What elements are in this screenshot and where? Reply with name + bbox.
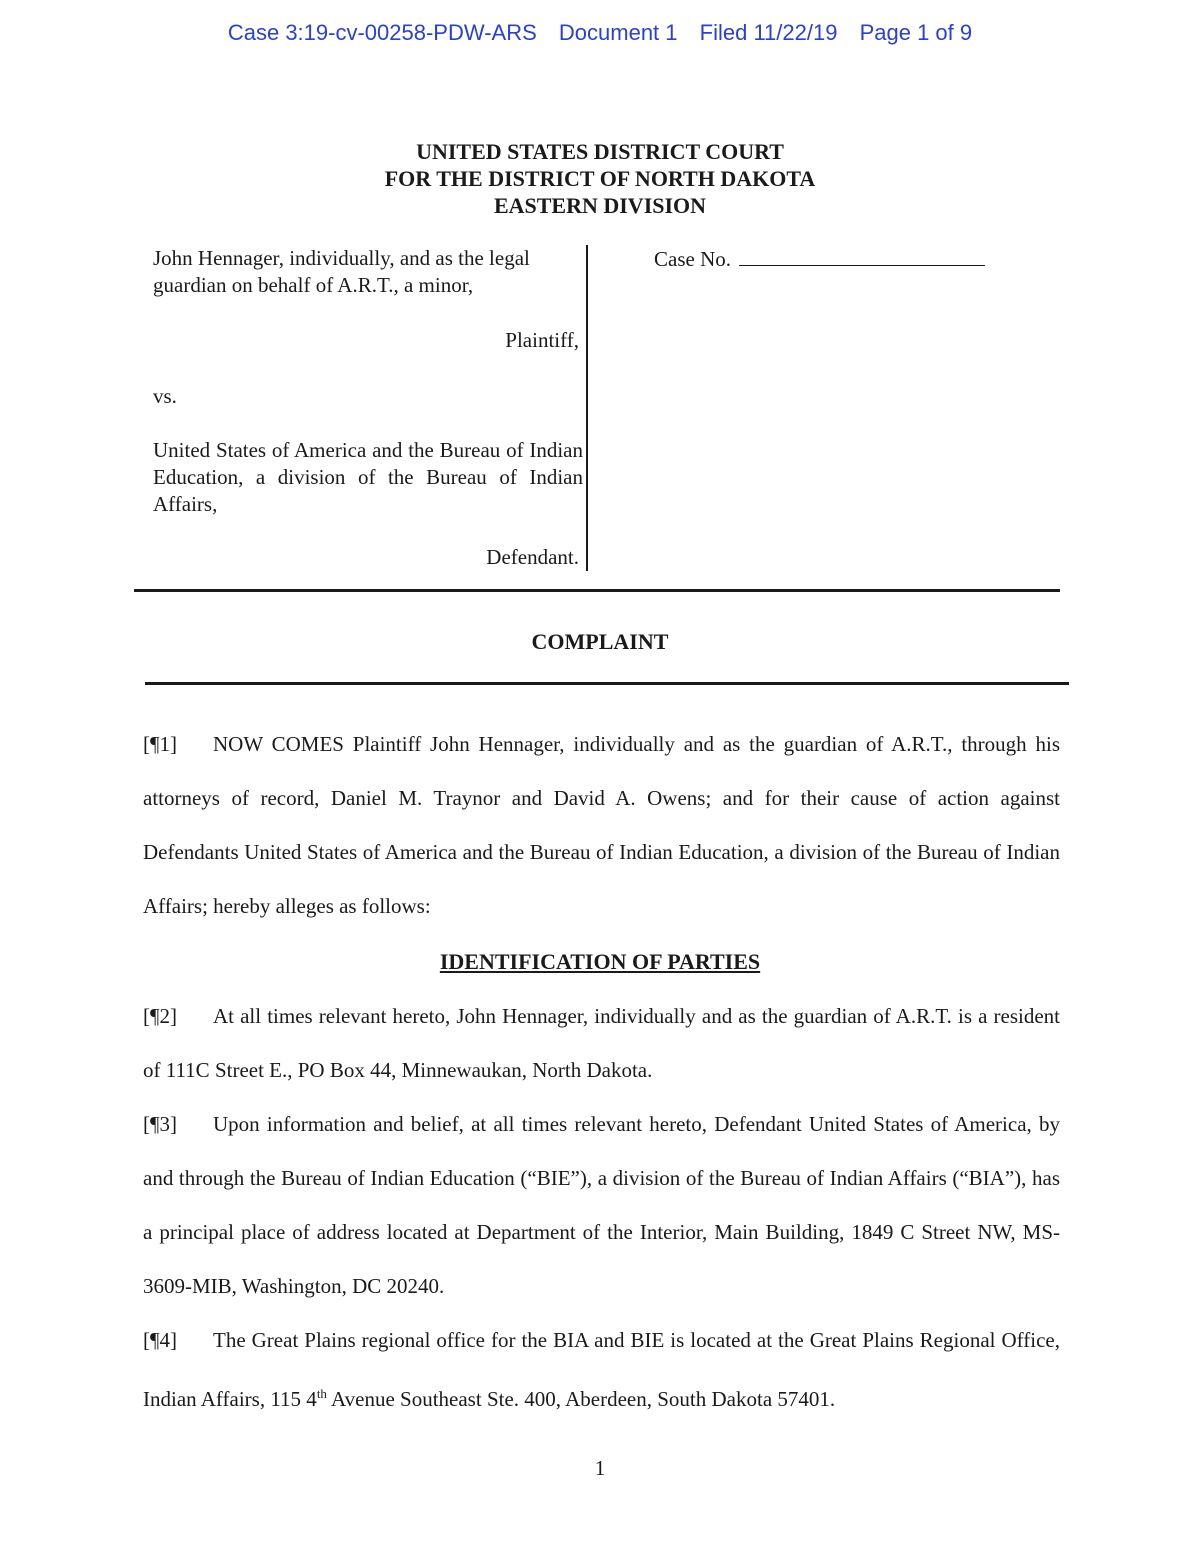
ordinal-suffix: th xyxy=(316,1386,327,1401)
case-number-stamp: Case 3:19-cv-00258-PDW-ARS xyxy=(227,20,537,45)
paragraph-mark: [¶2] xyxy=(143,1004,178,1028)
section-heading: IDENTIFICATION OF PARTIES xyxy=(439,949,761,974)
plaintiff-role: Plaintiff, xyxy=(505,328,579,352)
paragraph-text: At all times relevant hereto, John Hennager, individually and as the guardian of A.R.T. is a resident of 111C Street E., PO Box 44, Minnewaukan, North Dakota. xyxy=(143,1004,1060,1082)
court-name: UNITED STATES DISTRICT COURT xyxy=(416,139,784,164)
paragraph-mark: [¶1] xyxy=(143,732,178,756)
court-filing-stamp xyxy=(0,20,1200,46)
paragraph-text-continued: Avenue Southeast Ste. 400, Aberdeen, South Dakota 57401. xyxy=(326,1387,836,1411)
caption-rule xyxy=(134,589,1060,592)
document-title: COMPLAINT xyxy=(531,629,669,654)
document-number-stamp: Document 1 xyxy=(558,20,678,45)
paragraph-mark: [¶4] xyxy=(143,1328,178,1352)
court-division: EASTERN DIVISION xyxy=(493,193,707,218)
case-number-blank xyxy=(739,245,985,266)
case-number-field xyxy=(654,245,985,273)
paragraph-text: The Great Plains regional office for the BIA and BIE is located at the Great Plains Regional Office, Indian Affairs, 115 4 xyxy=(143,1328,1060,1411)
caption-divider xyxy=(586,245,588,571)
defendant-name: United States of America and the Bureau of Indian Education, a division of the Bureau of Indian Affairs, xyxy=(153,438,583,516)
paragraph-1 xyxy=(143,717,1060,933)
paragraph-2 xyxy=(143,989,1060,1097)
title-rule xyxy=(145,682,1069,685)
versus-label: vs. xyxy=(153,384,177,408)
paragraph-mark: [¶3] xyxy=(143,1112,178,1136)
paragraph-text: NOW COMES Plaintiff John Hennager, individually and as the guardian of A.R.T., through his attorneys of record, Daniel M. Traynor and David A. Owens; and for their cause of action against Defendants United States of America and the Bureau of Indian Education, a division of the Bureau of Indian Affairs; hereby alleges as follows: xyxy=(143,732,1060,918)
page-number: 1 xyxy=(594,1456,606,1480)
filed-date-stamp: Filed 11/22/19 xyxy=(699,20,838,45)
defendant-role: Defendant. xyxy=(486,545,579,569)
court-heading xyxy=(0,138,1200,219)
plaintiff-name: John Hennager, individually, and as the legal guardian on behalf of A.R.T., a minor, xyxy=(153,246,530,297)
page-count-stamp: Page 1 of 9 xyxy=(859,20,973,45)
court-district: FOR THE DISTRICT OF NORTH DAKOTA xyxy=(384,166,816,191)
paragraph-text: Upon information and belief, at all times relevant hereto, Defendant United States of America, by and through the Bureau of Indian Education (“BIE”), a division of the Bureau of Indian Affairs (“BIA”), has a principal place of address located at Department of the Interior, Main Building, 1849 C Street NW, MS-3609-MIB, Washington, DC 20240. xyxy=(143,1112,1060,1298)
paragraph-4 xyxy=(143,1313,1060,1426)
case-number-label: Case No. xyxy=(654,247,731,271)
paragraph-3 xyxy=(143,1097,1060,1313)
